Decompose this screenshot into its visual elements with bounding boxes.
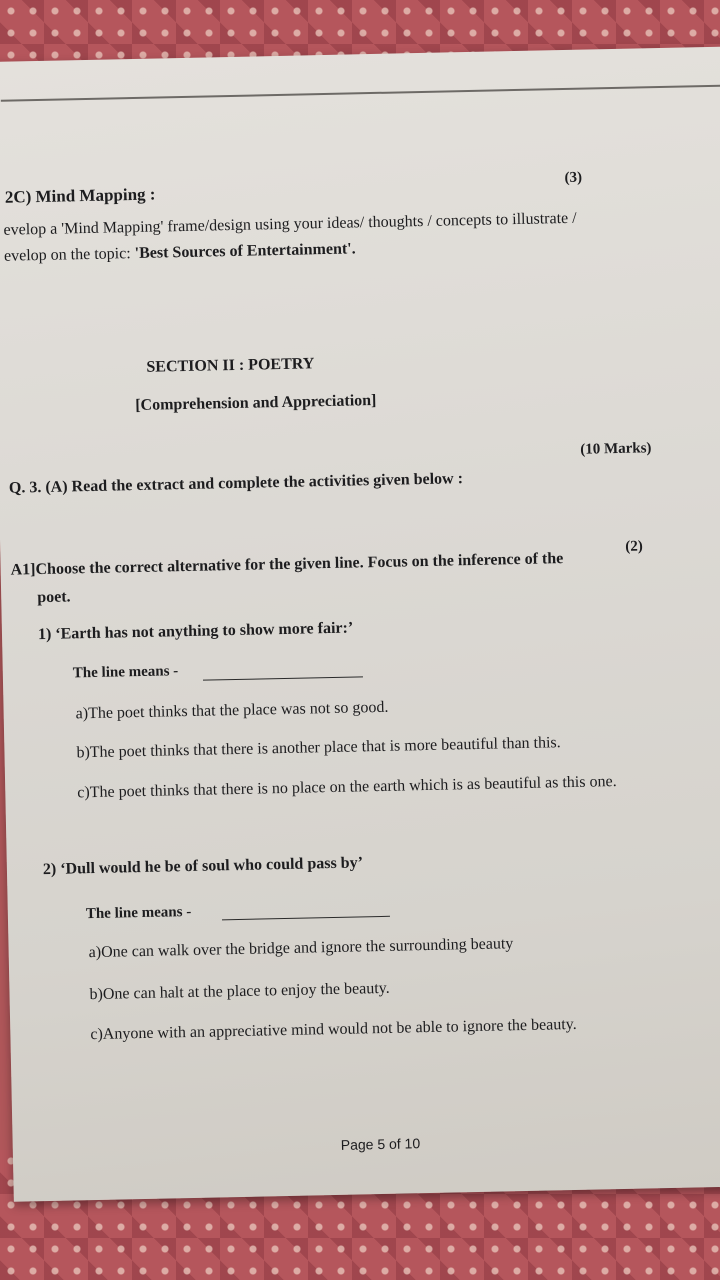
exam-paper-sheet [0, 46, 720, 1201]
section-title: SECTION II : POETRY [146, 355, 315, 376]
item2-option-c: c)Anyone with an appreciative mind would not be able to ignore the beauty. [90, 1015, 577, 1044]
q2c-heading: 2C) Mind Mapping : [4, 184, 156, 207]
item1-answer-blank [203, 676, 363, 680]
item1-quote: 1) ‘Earth has not anything to show more fair:’ [37, 619, 354, 644]
page-number: Page 5 of 10 [340, 1135, 421, 1153]
q2c-line2-prefix: evelop on the topic: [3, 245, 135, 265]
q2c-topic: 'Best Sources of Entertainment'. [134, 240, 356, 263]
item2-quote: 2) ‘Dull would he be of soul who could pass by’ [42, 854, 364, 879]
item2-means-label: The line means - [85, 903, 192, 923]
item1-means-label: The line means - [72, 663, 179, 682]
item1-option-c: c)The poet thinks that there is no place on the earth which is as beautiful as this one. [77, 773, 617, 802]
item2-option-a: a)One can walk over the bridge and ignore the surrounding beauty [88, 935, 514, 962]
q2c-marks: (3) [564, 169, 583, 186]
section-subtitle: [Comprehension and Appreciation] [135, 391, 377, 415]
q2c-instruction-line2 [4, 240, 356, 265]
header-rule [1, 85, 720, 102]
a1-marks: (2) [625, 538, 643, 555]
item2-option-b: b)One can halt at the place to enjoy the beauty. [89, 979, 390, 1004]
q3-marks: (10 Marks) [580, 440, 652, 458]
a1-instruction-line1: A1]Choose the correct alternative for the given line. Focus on the inference of the [10, 550, 564, 579]
q3-instruction: Q. 3. (A) Read the extract and complete the activities given below : [8, 470, 464, 497]
q2c-instruction-line1: evelop a 'Mind Mapping' frame/design using your ideas/ thoughts / concepts to illustrate / [3, 209, 577, 239]
item1-option-b: b)The poet thinks that there is another place that is more beautiful than this. [76, 734, 561, 762]
a1-instruction-line2: poet. [37, 588, 71, 607]
item2-answer-blank [222, 916, 390, 921]
item1-option-a: a)The poet thinks that the place was not so good. [75, 698, 389, 723]
